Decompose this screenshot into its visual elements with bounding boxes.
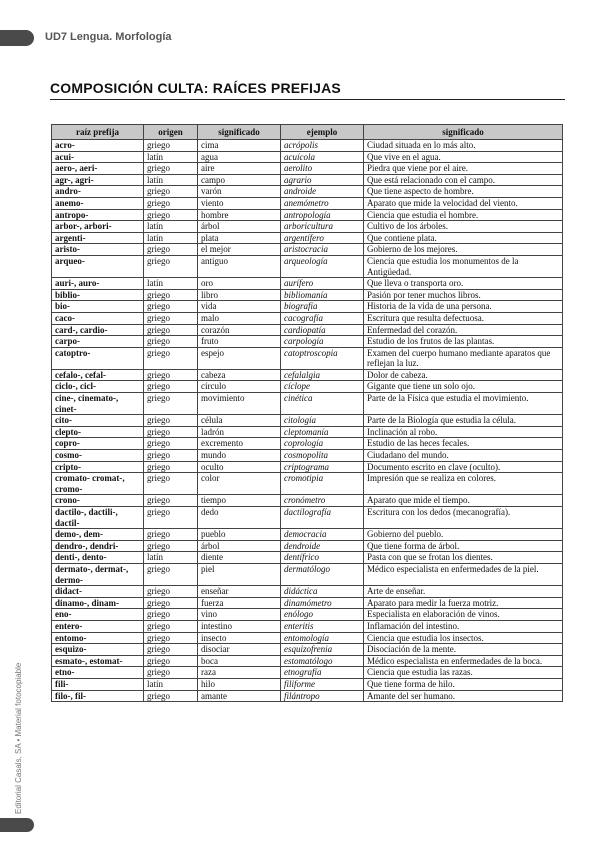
origen-cell: griego (144, 620, 198, 632)
definicion-cell: Dolor de cabeza. (364, 369, 563, 381)
definicion-cell: Ciencia que estudia el hombre. (364, 209, 563, 221)
definicion-cell: Inclinación al robo. (364, 426, 563, 438)
origen-cell: latín (144, 221, 198, 233)
definicion-cell: Ciencia que estudia los monumentos de la Antigüedad. (364, 255, 563, 277)
table-row (52, 301, 563, 313)
ejemplo-cell: argentífero (281, 232, 364, 244)
origen-cell: griego (144, 163, 198, 175)
ejemplo-cell: cosmopolita (281, 450, 364, 462)
raiz-cell: cine-, cinemato-, cinet- (52, 393, 144, 415)
origen-cell: griego (144, 301, 198, 313)
definicion-cell: Gigante que tiene un solo ojo. (364, 381, 563, 393)
table-row (52, 347, 563, 369)
page-tab-top (0, 30, 34, 46)
definicion-cell: Disociación de la mente. (364, 644, 563, 656)
origen-cell: griego (144, 415, 198, 427)
origen-cell: griego (144, 197, 198, 209)
definicion-cell: Que tiene aspecto de hombre. (364, 186, 563, 198)
ejemplo-cell: acuícola (281, 151, 364, 163)
significado-cell: dedo (198, 507, 281, 529)
definicion-cell: Piedra que viene por el aire. (364, 163, 563, 175)
definicion-cell: Aparato que mide el tiempo. (364, 495, 563, 507)
origen-cell: griego (144, 667, 198, 679)
definicion-cell: Que tiene forma de hilo. (364, 678, 563, 690)
raiz-cell: esmato-, estomat- (52, 655, 144, 667)
origen-cell: latín (144, 278, 198, 290)
origen-cell: latín (144, 174, 198, 186)
table-row (52, 415, 563, 427)
raiz-cell: etno- (52, 667, 144, 679)
table-row (52, 438, 563, 450)
table-row (52, 221, 563, 233)
raiz-cell: andro- (52, 186, 144, 198)
origen-cell: griego (144, 655, 198, 667)
ejemplo-cell: antropología (281, 209, 364, 221)
table-row (52, 609, 563, 621)
origen-cell: griego (144, 540, 198, 552)
origen-cell: griego (144, 438, 198, 450)
origen-cell: griego (144, 393, 198, 415)
ejemplo-cell: cefalalgia (281, 369, 364, 381)
ejemplo-cell: cíclope (281, 381, 364, 393)
ejemplo-cell: etnografía (281, 667, 364, 679)
significado-cell: cima (198, 140, 281, 152)
definicion-cell: Ciencia que estudia las razas. (364, 667, 563, 679)
ejemplo-cell: esquizofrenia (281, 644, 364, 656)
ejemplo-cell: aristocracia (281, 244, 364, 256)
significado-cell: color (198, 473, 281, 495)
significado-cell: célula (198, 415, 281, 427)
raiz-cell: eno- (52, 609, 144, 621)
significado-cell: libro (198, 289, 281, 301)
table-row (52, 426, 563, 438)
raiz-cell: clepto- (52, 426, 144, 438)
significado-cell: el mejor (198, 244, 281, 256)
origen-cell: griego (144, 244, 198, 256)
origen-cell: griego (144, 186, 198, 198)
origen-cell: griego (144, 563, 198, 585)
origen-cell: griego (144, 690, 198, 702)
table-row (52, 473, 563, 495)
significado-cell: amante (198, 690, 281, 702)
significado-cell: aire (198, 163, 281, 175)
title-divider (50, 99, 565, 100)
raiz-cell: arqueo- (52, 255, 144, 277)
significado-cell: antiguo (198, 255, 281, 277)
raiz-cell: aristo- (52, 244, 144, 256)
raiz-cell: didact- (52, 586, 144, 598)
definicion-cell: Aparato que mide la velocidad del viento. (364, 197, 563, 209)
raiz-cell: caco- (52, 312, 144, 324)
definicion-cell: Especialista en elaboración de vinos. (364, 609, 563, 621)
ejemplo-cell: coprología (281, 438, 364, 450)
origen-cell: griego (144, 289, 198, 301)
origen-cell: griego (144, 312, 198, 324)
ejemplo-cell: estomatólogo (281, 655, 364, 667)
table-row (52, 369, 563, 381)
origen-cell: griego (144, 597, 198, 609)
significado-cell: oculto (198, 461, 281, 473)
significado-cell: agua (198, 151, 281, 163)
origen-cell: griego (144, 426, 198, 438)
table-row (52, 563, 563, 585)
significado-cell: malo (198, 312, 281, 324)
ejemplo-cell: cacografía (281, 312, 364, 324)
origen-cell: latín (144, 678, 198, 690)
raiz-cell: cromato- cromat-, cromo- (52, 473, 144, 495)
table-row (52, 552, 563, 564)
raiz-cell: carpo- (52, 336, 144, 348)
definicion-cell: Aparato para medir la fuerza motriz. (364, 597, 563, 609)
significado-cell: fruto (198, 336, 281, 348)
significado-cell: mundo (198, 450, 281, 462)
ejemplo-cell: arqueología (281, 255, 364, 277)
ejemplo-cell: enteritis (281, 620, 364, 632)
unit-header: UD7 Lengua. Morfología (45, 31, 172, 43)
table-row (52, 140, 563, 152)
definicion-cell: Que tiene forma de árbol. (364, 540, 563, 552)
table-row (52, 690, 563, 702)
table-row (52, 324, 563, 336)
ejemplo-cell: entomología (281, 632, 364, 644)
definicion-cell: Amante del ser humano. (364, 690, 563, 702)
table-row (52, 495, 563, 507)
definicion-cell: Que contiene plata. (364, 232, 563, 244)
raiz-cell: card-, cardio- (52, 324, 144, 336)
origen-cell: griego (144, 336, 198, 348)
significado-cell: vino (198, 609, 281, 621)
raiz-cell: biblio- (52, 289, 144, 301)
raiz-cell: bio- (52, 301, 144, 313)
table-row (52, 186, 563, 198)
raiz-cell: dinamo-, dinam- (52, 597, 144, 609)
col-header-ejemplo: ejemplo (281, 125, 364, 140)
origen-cell: griego (144, 632, 198, 644)
table-row (52, 244, 563, 256)
table-row (52, 381, 563, 393)
table-row (52, 507, 563, 529)
definicion-cell: Ciencia que estudia los insectos. (364, 632, 563, 644)
significado-cell: plata (198, 232, 281, 244)
definicion-cell: Que vive en el agua. (364, 151, 563, 163)
table-row (52, 655, 563, 667)
significado-cell: excremento (198, 438, 281, 450)
definicion-cell: Médico especialista en enfermedades de la boca. (364, 655, 563, 667)
significado-cell: cabeza (198, 369, 281, 381)
significado-cell: raza (198, 667, 281, 679)
definicion-cell: Parte de la Física que estudia el movimiento. (364, 393, 563, 415)
origen-cell: griego (144, 495, 198, 507)
ejemplo-cell: aerolito (281, 163, 364, 175)
significado-cell: espejo (198, 347, 281, 369)
origen-cell: latín (144, 552, 198, 564)
roots-table (51, 124, 563, 702)
raiz-cell: esquizo- (52, 644, 144, 656)
significado-cell: intestino (198, 620, 281, 632)
significado-cell: pueblo (198, 529, 281, 541)
raiz-cell: dermato-, dermat-, dermo- (52, 563, 144, 585)
significado-cell: varón (198, 186, 281, 198)
raiz-cell: agr-, agri- (52, 174, 144, 186)
definicion-cell: Que está relacionado con el campo. (364, 174, 563, 186)
table-row (52, 597, 563, 609)
ejemplo-cell: filántropo (281, 690, 364, 702)
significado-cell: árbol (198, 221, 281, 233)
significado-cell: enseñar (198, 586, 281, 598)
ejemplo-cell: cleptomanía (281, 426, 364, 438)
significado-cell: movimiento (198, 393, 281, 415)
copyright-note: Editorial Casals, SA • Material fotocopiable (14, 662, 23, 814)
significado-cell: corazón (198, 324, 281, 336)
origen-cell: griego (144, 507, 198, 529)
table-row (52, 209, 563, 221)
definicion-cell: Estudio de las heces fecales. (364, 438, 563, 450)
ejemplo-cell: dactilografía (281, 507, 364, 529)
table-row (52, 461, 563, 473)
origen-cell: griego (144, 586, 198, 598)
raiz-cell: entomo- (52, 632, 144, 644)
table-row (52, 586, 563, 598)
significado-cell: boca (198, 655, 281, 667)
section-title: COMPOSICIÓN CULTA: RAÍCES PREFIJAS (50, 80, 341, 96)
definicion-cell: Pasta con que se frotan los dientes. (364, 552, 563, 564)
table-row (52, 151, 563, 163)
table-row (52, 336, 563, 348)
origen-cell: griego (144, 461, 198, 473)
raiz-cell: cefalo-, cefal- (52, 369, 144, 381)
table-row (52, 540, 563, 552)
definicion-cell: Parte de la Biología que estudia la célula. (364, 415, 563, 427)
table-body (52, 140, 563, 702)
origen-cell: latín (144, 232, 198, 244)
raiz-cell: antropo- (52, 209, 144, 221)
raiz-cell: auri-, auro- (52, 278, 144, 290)
table-row (52, 312, 563, 324)
origen-cell: griego (144, 255, 198, 277)
raiz-cell: acro- (52, 140, 144, 152)
ejemplo-cell: didáctica (281, 586, 364, 598)
origen-cell: latín (144, 151, 198, 163)
significado-cell: oro (198, 278, 281, 290)
definicion-cell: Pasión por tener muchos libros. (364, 289, 563, 301)
raiz-cell: dendro-, dendri- (52, 540, 144, 552)
ejemplo-cell: bibliomanía (281, 289, 364, 301)
definicion-cell: Ciudad situada en lo más alto. (364, 140, 563, 152)
table-row (52, 174, 563, 186)
definicion-cell: Que lleva o transporta oro. (364, 278, 563, 290)
ejemplo-cell: dentífrico (281, 552, 364, 564)
table-row (52, 620, 563, 632)
definicion-cell: Cultivo de los árboles. (364, 221, 563, 233)
ejemplo-cell: catoptroscopia (281, 347, 364, 369)
significado-cell: insecto (198, 632, 281, 644)
ejemplo-cell: filiforme (281, 678, 364, 690)
origen-cell: griego (144, 609, 198, 621)
definicion-cell: Examen del cuerpo humano mediante aparatos que reflejan la luz. (364, 347, 563, 369)
raiz-cell: entero- (52, 620, 144, 632)
raiz-cell: aero-, aeri- (52, 163, 144, 175)
definicion-cell: Gobierno del pueblo. (364, 529, 563, 541)
ejemplo-cell: citología (281, 415, 364, 427)
significado-cell: fuerza (198, 597, 281, 609)
significado-cell: piel (198, 563, 281, 585)
definicion-cell: Inflamación del intestino. (364, 620, 563, 632)
ejemplo-cell: androide (281, 186, 364, 198)
significado-cell: vida (198, 301, 281, 313)
definicion-cell: Impresión que se realiza en colores. (364, 473, 563, 495)
significado-cell: tiempo (198, 495, 281, 507)
table-row (52, 529, 563, 541)
col-header-significado: significado (198, 125, 281, 140)
table-row (52, 255, 563, 277)
definicion-cell: Médico especialista en enfermedades de la piel. (364, 563, 563, 585)
table-row (52, 644, 563, 656)
definicion-cell: Estudio de los frutos de las plantas. (364, 336, 563, 348)
origen-cell: griego (144, 324, 198, 336)
definicion-cell: Gobierno de los mejores. (364, 244, 563, 256)
raiz-cell: copro- (52, 438, 144, 450)
ejemplo-cell: dinamómetro (281, 597, 364, 609)
ejemplo-cell: biografía (281, 301, 364, 313)
raiz-cell: filo-, fil- (52, 690, 144, 702)
ejemplo-cell: democracia (281, 529, 364, 541)
definicion-cell: Ciudadano del mundo. (364, 450, 563, 462)
significado-cell: hilo (198, 678, 281, 690)
table-row (52, 632, 563, 644)
origen-cell: griego (144, 381, 198, 393)
ejemplo-cell: arboricultura (281, 221, 364, 233)
table-row (52, 163, 563, 175)
table-row (52, 289, 563, 301)
ejemplo-cell: criptograma (281, 461, 364, 473)
raiz-cell: denti-, dento- (52, 552, 144, 564)
col-header-raiz: raíz prefija (52, 125, 144, 140)
raiz-cell: catoptro- (52, 347, 144, 369)
ejemplo-cell: cinética (281, 393, 364, 415)
raiz-cell: ciclo-, cicl- (52, 381, 144, 393)
table-row (52, 278, 563, 290)
significado-cell: círculo (198, 381, 281, 393)
ejemplo-cell: acrópolis (281, 140, 364, 152)
raiz-cell: demo-, dem- (52, 529, 144, 541)
ejemplo-cell: dendroide (281, 540, 364, 552)
raiz-cell: anemo- (52, 197, 144, 209)
definicion-cell: Documento escrito en clave (oculto). (364, 461, 563, 473)
significado-cell: diente (198, 552, 281, 564)
ejemplo-cell: cronómetro (281, 495, 364, 507)
table-row (52, 678, 563, 690)
significado-cell: hombre (198, 209, 281, 221)
raiz-cell: acui- (52, 151, 144, 163)
table-header-row (52, 125, 563, 140)
definicion-cell: Escritura que resulta defectuosa. (364, 312, 563, 324)
origen-cell: griego (144, 347, 198, 369)
significado-cell: viento (198, 197, 281, 209)
origen-cell: griego (144, 209, 198, 221)
ejemplo-cell: agrario (281, 174, 364, 186)
ejemplo-cell: cardiopatía (281, 324, 364, 336)
origen-cell: griego (144, 369, 198, 381)
raiz-cell: arbor-, arbori- (52, 221, 144, 233)
table-row (52, 450, 563, 462)
ejemplo-cell: dermatólogo (281, 563, 364, 585)
raiz-cell: crono- (52, 495, 144, 507)
col-header-significado-ejemplo: significado (364, 125, 563, 140)
origen-cell: griego (144, 450, 198, 462)
definicion-cell: Enfermedad del corazón. (364, 324, 563, 336)
ejemplo-cell: cromotipia (281, 473, 364, 495)
raiz-cell: cripto- (52, 461, 144, 473)
ejemplo-cell: aurífero (281, 278, 364, 290)
origen-cell: griego (144, 473, 198, 495)
raiz-cell: cito- (52, 415, 144, 427)
ejemplo-cell: enólogo (281, 609, 364, 621)
ejemplo-cell: anemómetro (281, 197, 364, 209)
raiz-cell: argenti- (52, 232, 144, 244)
definicion-cell: Escritura con los dedos (mecanografía). (364, 507, 563, 529)
origen-cell: griego (144, 529, 198, 541)
raiz-cell: cosmo- (52, 450, 144, 462)
definicion-cell: Historia de la vida de una persona. (364, 301, 563, 313)
significado-cell: árbol (198, 540, 281, 552)
raiz-cell: fili- (52, 678, 144, 690)
significado-cell: campo (198, 174, 281, 186)
raiz-cell: dactilo-, dactili-, dactil- (52, 507, 144, 529)
definicion-cell: Arte de enseñar. (364, 586, 563, 598)
origen-cell: griego (144, 644, 198, 656)
table-row (52, 232, 563, 244)
table-row (52, 197, 563, 209)
significado-cell: disociar (198, 644, 281, 656)
significado-cell: ladrón (198, 426, 281, 438)
ejemplo-cell: carpología (281, 336, 364, 348)
col-header-origen: origen (144, 125, 198, 140)
table-row (52, 667, 563, 679)
origen-cell: griego (144, 140, 198, 152)
page-tab-bottom (0, 818, 34, 832)
table-row (52, 393, 563, 415)
